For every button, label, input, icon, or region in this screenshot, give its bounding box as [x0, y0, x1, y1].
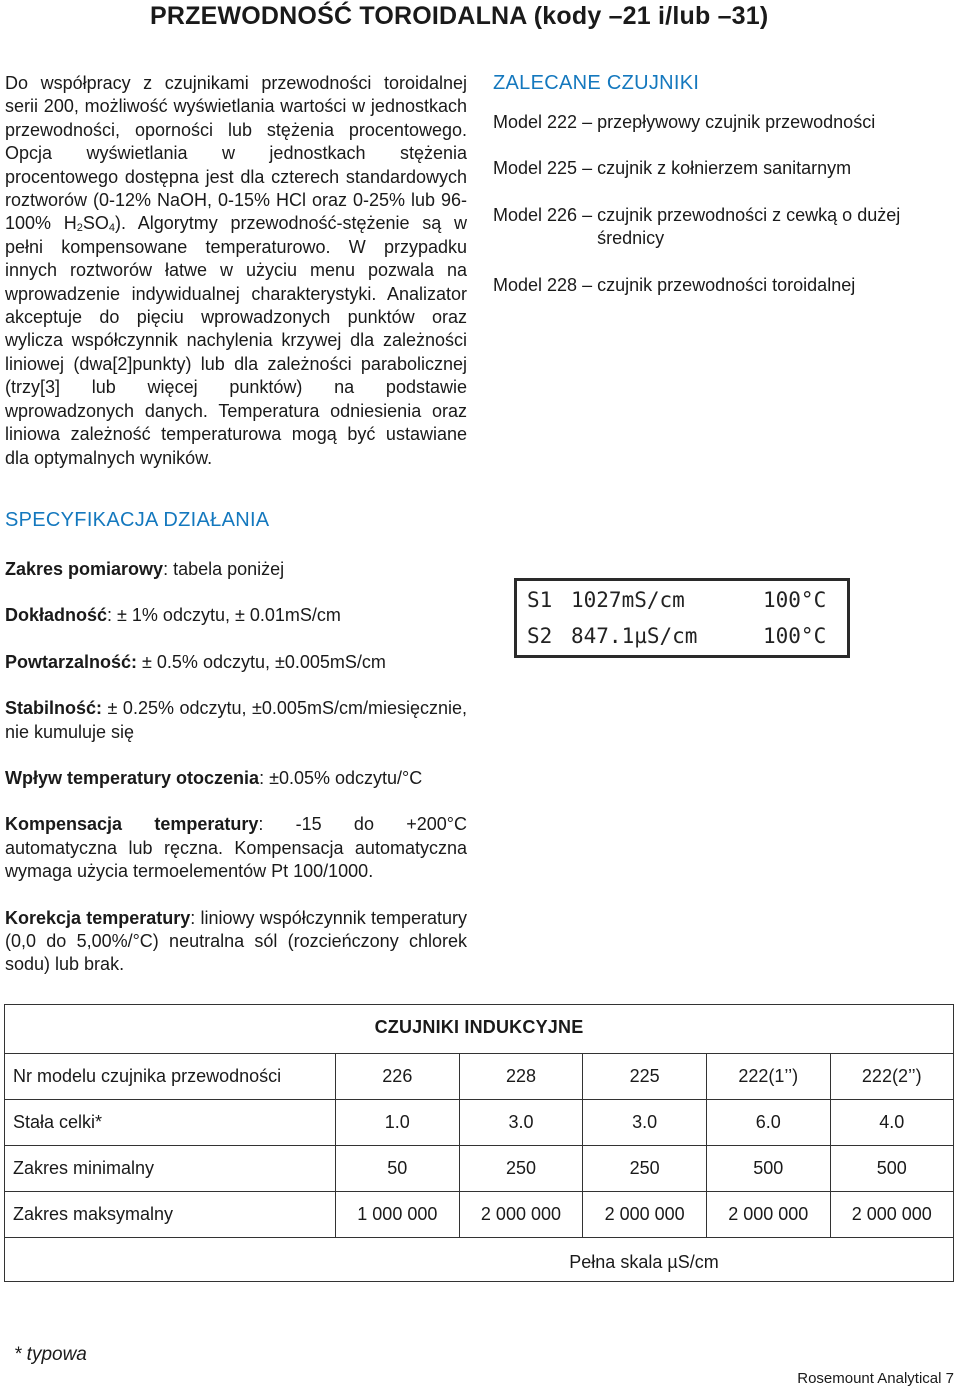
spec-value: ± 0.5% odczytu, ±0.005mS/cm	[137, 651, 386, 672]
spec-item-compensation	[5, 813, 467, 883]
spec-item-range	[5, 558, 467, 581]
spec-value: : -15 do +200°C automatyczna lub ręczna. Kompensacja automatyczna wymaga użycia termoelementów Pt 100/1000.	[5, 814, 467, 882]
spec-label: Zakres pomiarowy	[5, 559, 164, 579]
table-cell: 500	[830, 1146, 953, 1192]
table-cell: 2 000 000	[459, 1192, 583, 1238]
spec-item-accuracy	[5, 604, 467, 627]
table-cell: 2 000 000	[830, 1192, 953, 1238]
lcd-sensor-id: S2	[527, 624, 553, 648]
intro-subscript-4: 4	[108, 222, 116, 235]
sensor-model: Model 222	[493, 112, 578, 132]
page-footer: Rosemount Analytical 7	[797, 1370, 954, 1387]
spec-value: : liniowy współczynnik temperatury (0,0 do 5,00%/°C) neutralna sól (rozcieńczony chlorek sodu) lub brak.	[5, 907, 467, 975]
table-cell: 2 000 000	[583, 1192, 707, 1238]
spec-label: Powtarzalność:	[5, 651, 138, 672]
table-cell: 1.0	[336, 1100, 460, 1146]
sensor-dash: –	[582, 158, 593, 179]
spec-item-stability	[5, 697, 467, 744]
table-row	[5, 1100, 953, 1146]
table-unit-note: Pełna skala µS/cm	[569, 1252, 719, 1272]
table-row-label: Zakres maksymalny	[5, 1192, 336, 1238]
sensor-item	[493, 204, 960, 251]
table-cell: 4.0	[830, 1100, 953, 1146]
table-cell: 3.0	[583, 1100, 707, 1146]
spec-label: Stabilność:	[5, 698, 103, 719]
lcd-temperature: 100°C	[763, 588, 827, 612]
table-cell: 6.0	[706, 1100, 830, 1146]
lcd-temperature: 100°C	[763, 624, 827, 648]
footnote: * typowa	[14, 1344, 87, 1365]
sensor-table-box	[4, 1004, 954, 1282]
intro-paragraph	[5, 72, 467, 470]
table-row-label: Zakres minimalny	[5, 1146, 336, 1192]
sensor-dash: –	[582, 112, 593, 132]
sensor-description: przepływowy czujnik przewodności	[597, 112, 876, 132]
intro-subscript-2: 2	[76, 222, 83, 235]
spec-label: Korekcja temperatury	[5, 907, 191, 928]
table-cell: 1 000 000	[336, 1192, 460, 1238]
table-cell: 222(2’’)	[830, 1054, 953, 1100]
sensors-heading: ZALECANE CZUJNIKI	[493, 72, 700, 94]
table-cell: 226	[336, 1054, 460, 1100]
table-cell: 500	[706, 1146, 830, 1192]
intro-text-after: ). Algorytmy przewodność-stężenie są w pełni kompensowane temperaturowo. W przypadku innych roztworów łatwe w użyciu menu pozwala na wprowadzenie indywidualnej charakterystyki. Analizator akceptuje do pięciu wprowadzonych punktów oraz wylicza współczynnik nachylenia krzywej dla zależności liniowej (dwa[2]punkty) lub dla zależności parabolicznej (trzy[3] lub więcej punktów) na podstawie wprowadzonych danych. Temperatura odniesienia oraz liniowa zależność temperaturowa mogą być ustawiane dla optymalnych wyników.	[5, 213, 467, 468]
spec-value: ± 0.25% odczytu, ±0.005mS/cm/miesięcznie, nie kumuluje się	[5, 698, 467, 742]
lcd-reading: 1027mS/cm	[571, 588, 685, 612]
sensor-item	[493, 157, 960, 180]
spec-label: Kompensacja temperatury	[5, 814, 259, 835]
sensor-model: Model 226	[493, 204, 578, 225]
intro-text-before: Do współpracy z czujnikami przewodności toroidalnej serii 200, możliwość wyświetlania wartości w jednostkach przewodności, oporności lub stężenia procentowego. Opcja wyświetlania w jednostkach stężenia procentowego dostępna jest dla czterech standardowych roztworów (0-12% NaOH, 0-15% HCl oraz 0-25% lub 96-100% H	[5, 73, 467, 234]
spec-value: : ±0.05% odczytu/°C	[259, 768, 423, 789]
lcd-sensor-id: S1	[527, 588, 553, 612]
spec-value: : tabela poniżej	[163, 559, 285, 579]
performance-spec	[5, 509, 467, 1000]
table-row-label: Stała celki*	[5, 1100, 336, 1146]
table-cell: 3.0	[459, 1100, 583, 1146]
spec-value: : ± 1% odczytu, ± 0.01mS/cm	[107, 605, 341, 626]
spec-item-correction	[5, 907, 467, 977]
sensor-item	[493, 111, 960, 134]
table-cell: 228	[459, 1054, 583, 1100]
lcd-display	[514, 578, 850, 658]
sensor-dash: –	[582, 274, 593, 295]
sensor-description: czujnik przewodności toroidalnej	[597, 274, 856, 295]
sensor-description: czujnik z kołnierzem sanitarnym	[597, 158, 852, 179]
sensor-model: Model 228	[493, 274, 578, 295]
table-row-label: Nr modelu czujnika przewodności	[5, 1054, 336, 1100]
spec-label: Wpływ temperatury otoczenia	[5, 768, 260, 789]
table-cell: 250	[583, 1146, 707, 1192]
sensor-model: Model 225	[493, 158, 578, 179]
sensor-table	[5, 1053, 953, 1238]
table-cell: 225	[583, 1054, 707, 1100]
table-cell: 222(1’’)	[706, 1054, 830, 1100]
lcd-reading: 847.1µS/cm	[571, 624, 698, 648]
table-title: CZUJNIKI INDUKCYJNE	[374, 1017, 584, 1037]
page-title: PRZEWODNOŚĆ TOROIDALNA (kody –21 i/lub –31)	[150, 2, 769, 30]
table-cell: 250	[459, 1146, 583, 1192]
sensor-item	[493, 274, 960, 297]
table-cell: 50	[336, 1146, 460, 1192]
spec-label: Dokładność	[5, 605, 108, 626]
table-cell: 2 000 000	[706, 1192, 830, 1238]
spec-heading: SPECYFIKACJA DZIAŁANIA	[5, 509, 270, 531]
sensor-description: czujnik przewodności z cewką o dużej średnicy	[597, 204, 901, 249]
table-row	[5, 1054, 953, 1100]
table-row	[5, 1146, 953, 1192]
sensor-dash: –	[582, 204, 593, 225]
spec-item-repeatability	[5, 651, 467, 674]
intro-text-mid: SO	[82, 213, 109, 234]
table-row	[5, 1192, 953, 1238]
spec-item-ambient	[5, 767, 467, 790]
recommended-sensors	[493, 72, 960, 320]
